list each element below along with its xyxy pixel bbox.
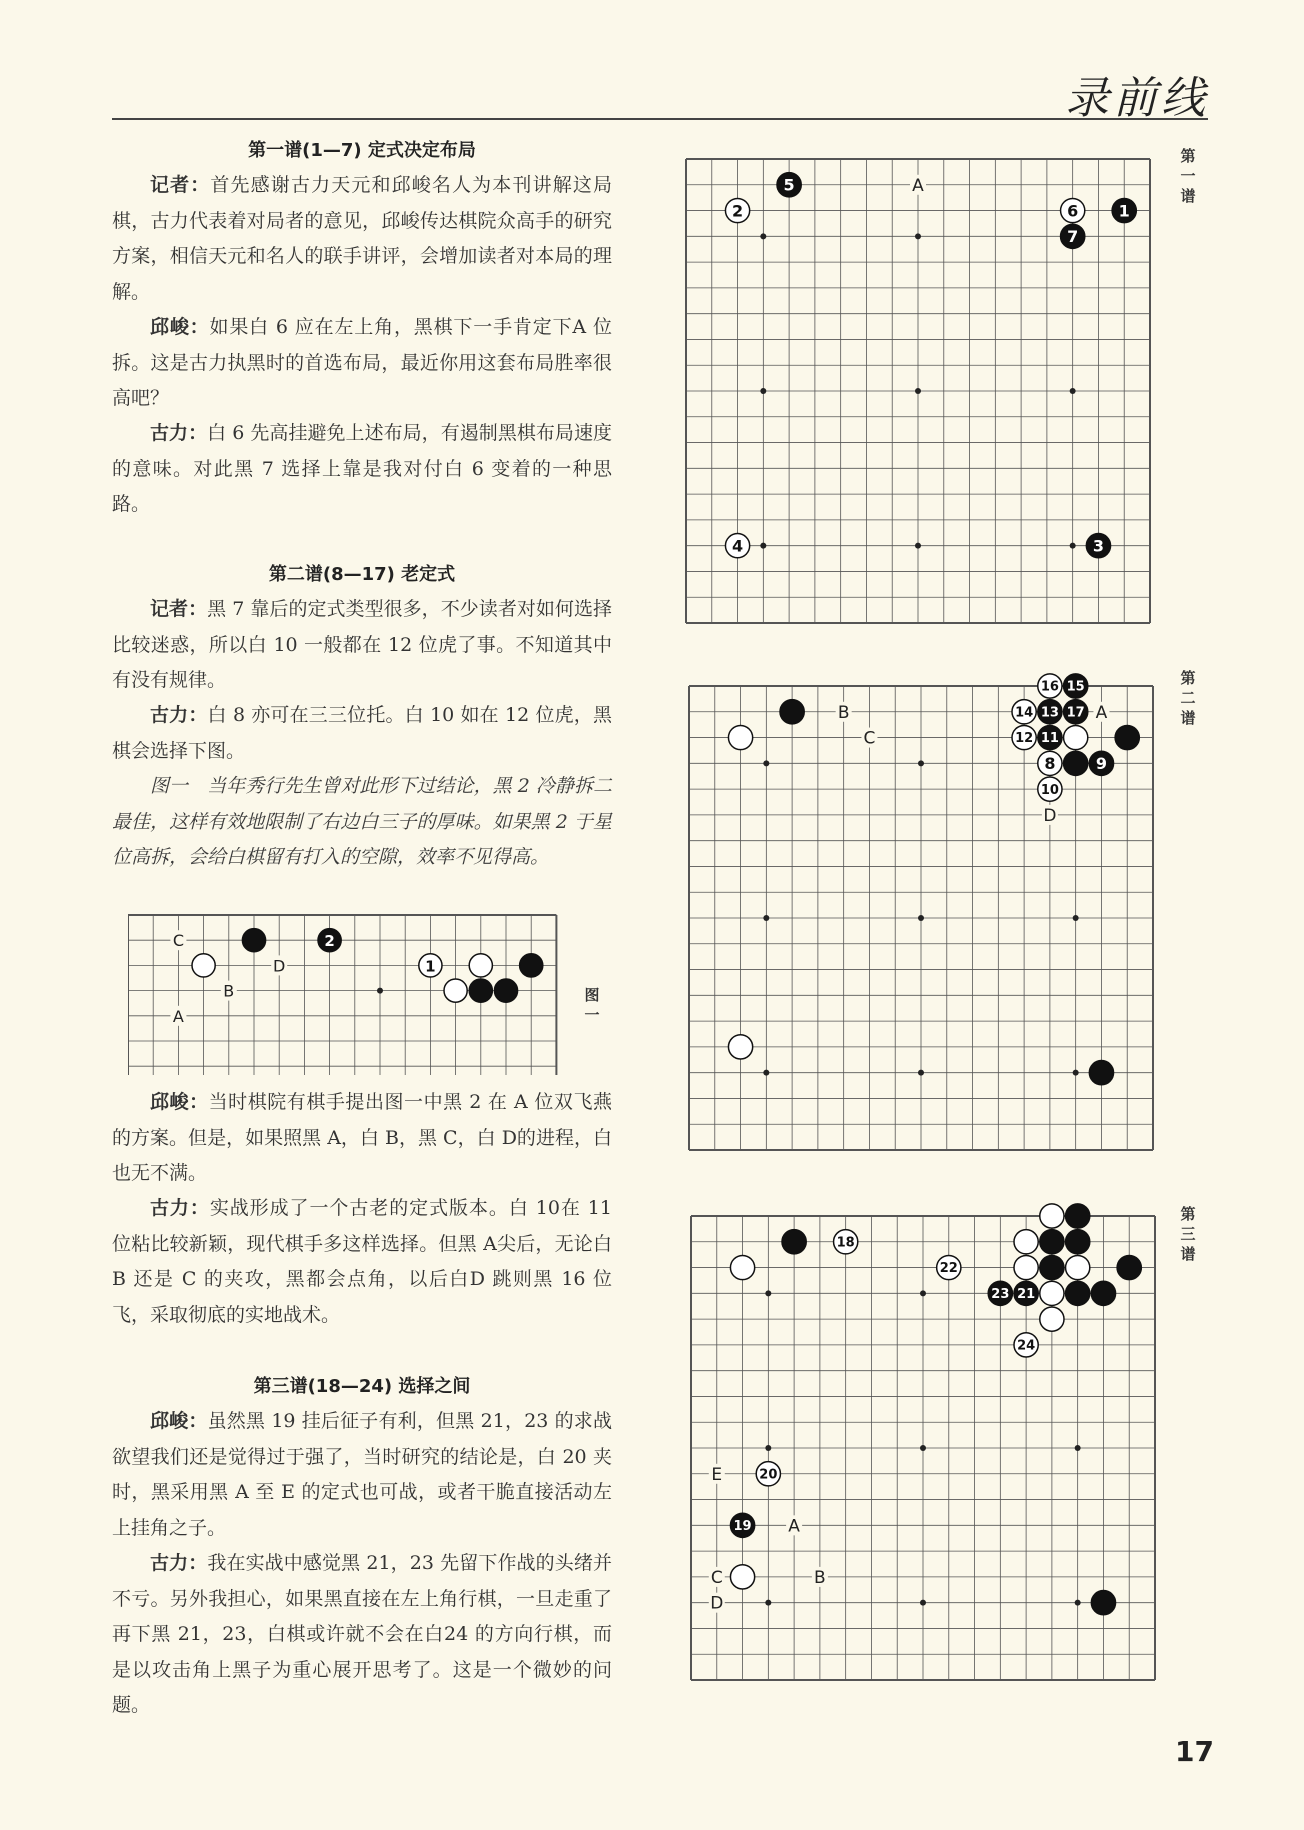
figure-1-label: 图 一: [584, 986, 600, 1024]
section-3-paragraph-2: [112, 1546, 612, 1724]
star-point: [1075, 1600, 1081, 1606]
white-stone: [730, 1255, 754, 1279]
board-3-label: 第 三 谱: [1180, 1205, 1196, 1263]
section-3-paragraph-1: [112, 1404, 612, 1546]
paragraph-text: 我在实战中感觉黑 21，23 先留下作战的头绪并不亏。另外我担心，如果黑直接在左上角行棋，一旦走重了再下黑 21，23，白棋或许就不会在白24 的方向行棋，而是以攻击角上黑子为重心展开思考了。这是一个微妙的问题。: [112, 1552, 612, 1716]
white-stone: [728, 725, 752, 749]
section-3-title: 第三谱(18—24) 选择之间: [253, 1376, 471, 1397]
star-point: [918, 915, 924, 921]
paragraph-text: 如果白 6 应在左上角，黑棋下一手肯定下A 位拆。这是古力执黑时的首选布局，最近你用这套布局胜率很高吧？: [112, 316, 612, 409]
black-stone: [1066, 1204, 1090, 1228]
star-point: [1073, 1070, 1079, 1076]
speaker-label: 记者：: [150, 174, 211, 196]
move-number: 18: [836, 1235, 855, 1251]
white-stone: [192, 954, 215, 977]
star-point: [1075, 1445, 1081, 1451]
black-stone: [782, 1230, 806, 1254]
white-stone: [1014, 1255, 1038, 1279]
white-stone: [730, 1565, 754, 1589]
header-title: 录前线: [1065, 73, 1209, 124]
black-stone: [520, 954, 543, 977]
star-point: [760, 388, 766, 394]
figure-1-diagram: [128, 910, 580, 1075]
black-stone: [242, 929, 265, 952]
speaker-label: 古力：: [150, 704, 208, 726]
move-number: 23: [991, 1287, 1010, 1303]
white-stone: [728, 1035, 752, 1059]
star-point: [920, 1290, 926, 1296]
black-stone: [1040, 1230, 1064, 1254]
board-2-label: 第 二 谱: [1180, 669, 1196, 727]
black-stone: [1091, 1591, 1115, 1615]
star-point: [765, 1600, 771, 1606]
move-number: 13: [1040, 705, 1059, 721]
move-number: 5: [783, 175, 795, 195]
move-number: 2: [324, 932, 335, 951]
move-number: 22: [939, 1261, 958, 1277]
section-2-title: 第二谱(8—17) 老定式: [268, 564, 456, 585]
position-letter: A: [788, 1516, 800, 1537]
paragraph-text: 白 8 亦可在三三位托。白 10 如在 12 位虎，黑棋会选择下图。: [112, 704, 612, 762]
black-stone: [1089, 1061, 1113, 1085]
star-point: [763, 760, 769, 766]
move-number: 14: [1015, 705, 1034, 721]
black-stone: [1066, 1281, 1090, 1305]
star-point: [760, 543, 766, 549]
speaker-label: 邱峻：: [150, 316, 210, 338]
move-number: 24: [1017, 1338, 1036, 1354]
position-letter: B: [814, 1567, 826, 1588]
section-2-paragraph-2: [112, 698, 612, 769]
star-point: [763, 1070, 769, 1076]
move-number: 15: [1066, 679, 1085, 695]
white-stone: [469, 954, 492, 977]
position-letter: D: [273, 956, 286, 976]
speaker-label: 古力：: [150, 1197, 210, 1219]
star-point: [763, 915, 769, 921]
move-number: 3: [1092, 536, 1105, 556]
white-stone: [1066, 1255, 1090, 1279]
position-letter: A: [172, 1006, 184, 1026]
go-board-3: [677, 1202, 1169, 1694]
move-number: 21: [1017, 1287, 1036, 1303]
move-number: 10: [1040, 782, 1059, 798]
white-stone: [1014, 1230, 1038, 1254]
section-1-title: 第一谱(1—7) 定式决定布局: [248, 140, 476, 161]
position-letter: B: [223, 981, 235, 1001]
star-point: [915, 233, 921, 239]
white-stone: [1040, 1281, 1064, 1305]
move-number: 19: [733, 1519, 752, 1535]
position-letter: C: [710, 1567, 723, 1588]
move-number: 8: [1044, 754, 1056, 774]
position-letter: A: [1095, 702, 1108, 723]
move-number: 6: [1067, 201, 1079, 221]
black-stone: [469, 979, 492, 1002]
star-point: [1070, 388, 1076, 394]
page-number: 17: [1175, 1735, 1214, 1768]
position-letter: A: [912, 175, 924, 196]
black-stone: [1115, 725, 1139, 749]
white-stone: [1064, 725, 1088, 749]
move-number: 4: [731, 536, 744, 556]
star-point: [377, 988, 383, 994]
position-letter: C: [863, 728, 876, 749]
move-number: 11: [1040, 731, 1059, 747]
star-point: [920, 1445, 926, 1451]
black-stone: [780, 700, 804, 724]
star-point: [1070, 543, 1076, 549]
section-1-paragraph-3: [112, 416, 612, 523]
star-point: [765, 1290, 771, 1296]
paragraph-text: 实战形成了一个古老的定式版本。白 10在 11 位粘比较新颖，现代棋手多这样选择。但黑 A尖后，无论白 B 还是 C 的夹攻，黑都会点角，以后白D 跳则黑 16 位飞，采取彻底的实地战术。: [112, 1197, 612, 1326]
position-letter: D: [1043, 805, 1057, 826]
move-number: 17: [1066, 705, 1085, 721]
go-board-1: [672, 145, 1164, 637]
move-number: 20: [759, 1467, 778, 1483]
star-point: [920, 1600, 926, 1606]
section-2-paragraph-4: [112, 1191, 612, 1333]
move-number: 9: [1095, 754, 1108, 774]
paragraph-text: 白 6 先高挂避免上述布局，有遏制黑棋布局速度的意味。对此黑 7 选择上靠是我对付白 6 变着的一种思路。: [112, 422, 612, 515]
black-stone: [1066, 1230, 1090, 1254]
position-letter: E: [711, 1464, 723, 1485]
speaker-label: 古力：: [150, 422, 208, 444]
paragraph-text: 虽然黑 19 挂后征子有利，但黑 21，23 的求战欲望我们还是觉得过于强了，当时研究的结论是，白 20 夹时，黑采用黑 A 至 E 的定式也可战，或者干脆直接活动左上挂角之子。: [112, 1410, 612, 1539]
speaker-label: 古力：: [150, 1552, 208, 1574]
move-number: 7: [1067, 227, 1079, 247]
header-rule: [112, 118, 1208, 120]
paragraph-text: 首先感谢古力天元和邱峻名人为本刊讲解这局棋，古力代表着对局者的意见，邱峻传达棋院众高手的研究方案，相信天元和名人的联手讲评，会增加读者对本局的理解。: [112, 174, 612, 303]
board-1-label: 第 一 谱: [1180, 147, 1196, 205]
black-stone: [494, 979, 517, 1002]
white-stone: [1040, 1204, 1064, 1228]
star-point: [765, 1445, 771, 1451]
move-number: 12: [1015, 731, 1034, 747]
white-stone: [444, 979, 467, 1002]
paragraph-text: 当时棋院有棋手提出图一中黑 2 在 A 位双飞燕的方案。但是，如果照黑 A，白 B，黑 C，白 D的进程，白也无不满。: [112, 1091, 612, 1184]
black-stone: [1064, 751, 1088, 775]
position-letter: C: [172, 931, 184, 951]
move-number: 16: [1040, 679, 1059, 695]
star-point: [760, 233, 766, 239]
section-2-paragraph-1: [112, 592, 612, 699]
paragraph-text: 黑 7 靠后的定式类型很多，不少读者对如何选择比较迷惑，所以白 10 一般都在 12 位虎了事。不知道其中有没有规律。: [112, 598, 612, 691]
section-2-figure-note: [112, 769, 612, 876]
go-board-2: [675, 672, 1167, 1164]
move-number: 1: [1118, 201, 1130, 221]
section-2-paragraph-3: [112, 1085, 612, 1192]
white-stone: [1040, 1307, 1064, 1331]
black-stone: [1040, 1255, 1064, 1279]
star-point: [915, 543, 921, 549]
paragraph-text: 图一 当年秀行先生曾对此形下过结论，黑 2 冷静拆二最佳，这样有效地限制了右边白三子的厚味。如果黑 2 于星位高拆，会给白棋留有打入的空隙，效率不见得高。: [112, 775, 612, 868]
star-point: [918, 1070, 924, 1076]
move-number: 1: [425, 957, 436, 976]
position-letter: D: [710, 1593, 724, 1614]
section-1-paragraph-2: [112, 310, 612, 417]
black-stone: [1091, 1281, 1115, 1305]
black-stone: [1117, 1255, 1141, 1279]
speaker-label: 记者：: [150, 598, 208, 620]
speaker-label: 邱峻：: [150, 1410, 208, 1432]
speaker-label: 邱峻：: [150, 1091, 209, 1113]
star-point: [915, 388, 921, 394]
move-number: 2: [731, 201, 744, 221]
star-point: [1073, 915, 1079, 921]
star-point: [918, 760, 924, 766]
position-letter: B: [837, 702, 850, 723]
section-1-paragraph-1: [112, 168, 612, 310]
